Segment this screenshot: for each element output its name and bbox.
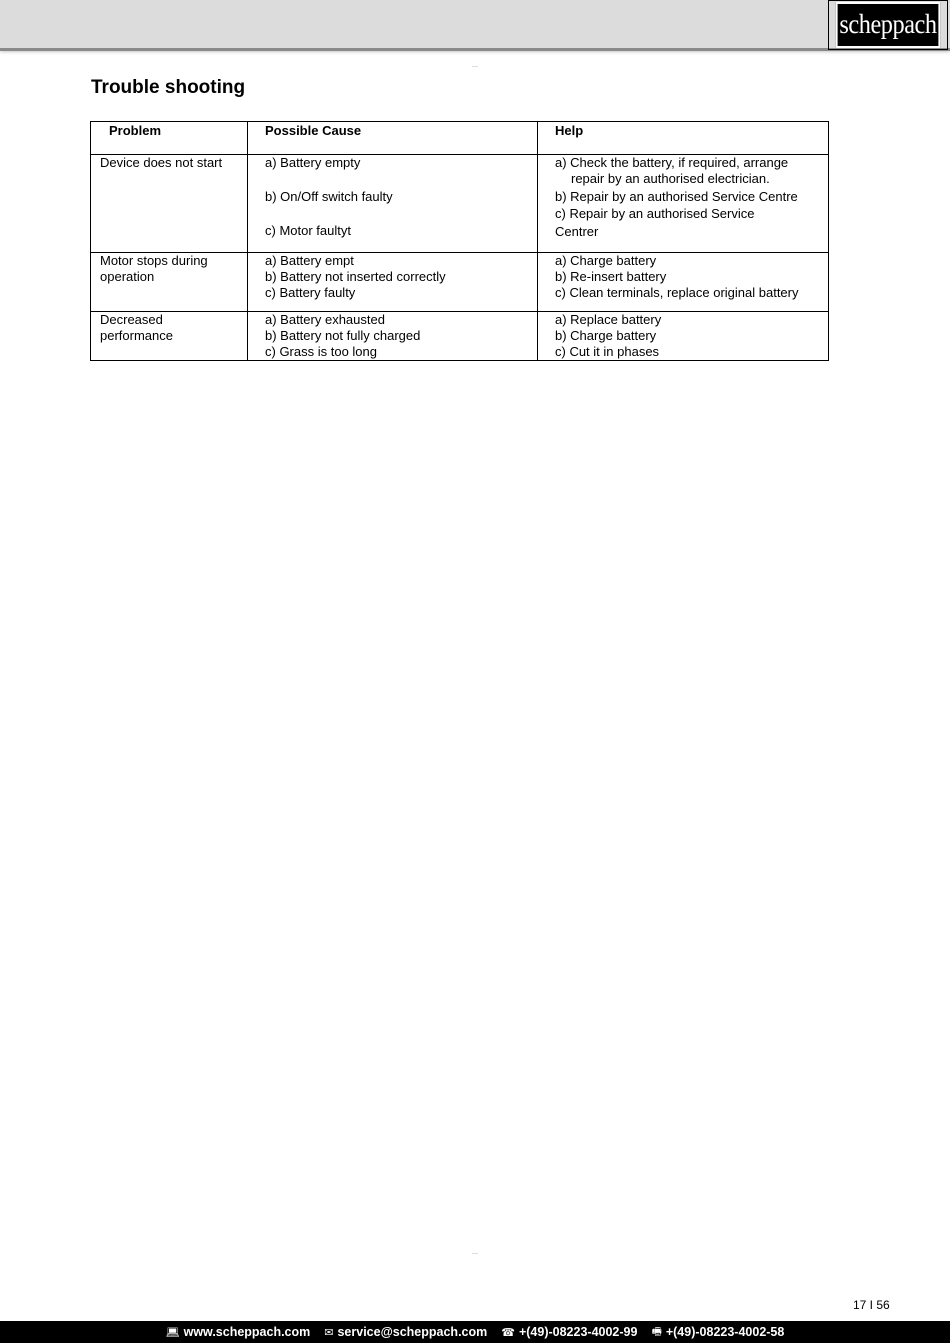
cause-cell <box>248 155 538 253</box>
table-header-row <box>91 122 829 155</box>
cause-text: a) Battery empty <box>265 155 361 170</box>
footer-bar <box>0 1321 950 1343</box>
help-text: a) Check the battery, if required, arrange <box>555 155 789 170</box>
website-link[interactable]: www.scheppach.com <box>183 1325 311 1339</box>
mail-icon: ✉︎ <box>324 1326 334 1339</box>
troubleshooting-table <box>90 121 829 361</box>
cause-cell <box>248 253 538 312</box>
cause-cell <box>248 312 538 361</box>
problem-text: Motor stops during <box>100 253 208 268</box>
help-text: repair by an authorised electrician. <box>571 171 770 186</box>
column-header-cause: Possible Cause <box>248 122 538 155</box>
problem-cell <box>91 155 248 253</box>
problem-text: Decreased <box>100 312 163 327</box>
help-cell <box>538 312 829 361</box>
help-text: b) Re-insert battery <box>555 269 667 284</box>
cause-text: a) Battery exhausted <box>265 312 385 327</box>
cause-text: c) Motor faultyt <box>265 223 351 238</box>
table-row <box>91 155 829 253</box>
fax-number: +(49)-08223-4002-58 <box>665 1325 785 1339</box>
phone-number: +(49)-08223-4002-99 <box>518 1325 638 1339</box>
cause-text: a) Battery empt <box>265 253 354 268</box>
problem-text: Device does not start <box>100 155 223 170</box>
table-row <box>91 312 829 361</box>
help-text: a) Charge battery <box>555 253 657 268</box>
help-cell <box>538 253 829 312</box>
footer-email[interactable] <box>324 1325 487 1339</box>
crop-mark <box>472 1253 478 1254</box>
problem-cell <box>91 253 248 312</box>
help-text: b) Charge battery <box>555 328 657 343</box>
problem-text: operation <box>100 269 155 284</box>
page-number: 17 I 56 <box>853 1298 890 1312</box>
header-bar <box>0 0 950 48</box>
computer-icon: 💻︎ <box>165 1326 180 1339</box>
help-text: Centrer <box>555 224 599 239</box>
help-text: c) Repair by an authorised Service <box>555 206 755 221</box>
brand-logo: scheppach <box>836 2 940 48</box>
help-text: c) Cut it in phases <box>555 344 660 359</box>
footer-website[interactable] <box>166 1325 311 1339</box>
cause-text: c) Grass is too long <box>265 344 377 359</box>
phone-icon: ☎︎ <box>501 1326 515 1339</box>
cause-text: c) Battery faulty <box>265 285 356 300</box>
help-text: b) Repair by an authorised Service Centre <box>555 189 798 204</box>
cause-text: b) On/Off switch faulty <box>265 189 393 204</box>
help-text: a) Replace battery <box>555 312 662 327</box>
problem-text: performance <box>100 328 173 343</box>
help-cell <box>538 155 829 253</box>
footer-phone <box>501 1325 637 1339</box>
email-link[interactable]: service@scheppach.com <box>337 1325 488 1339</box>
cause-text: b) Battery not fully charged <box>265 328 421 343</box>
column-header-help: Help <box>538 122 829 155</box>
cause-text: b) Battery not inserted correctly <box>265 269 446 284</box>
fax-icon: 🖷︎ <box>651 1325 662 1338</box>
table-row <box>91 253 829 312</box>
header-divider <box>0 48 950 51</box>
footer-fax <box>651 1323 784 1342</box>
help-text: c) Clean terminals, replace original battery <box>555 285 799 300</box>
crop-mark <box>472 66 478 67</box>
problem-cell <box>91 312 248 361</box>
page-title: Trouble shooting <box>91 77 246 98</box>
column-header-problem: Problem <box>91 122 248 155</box>
